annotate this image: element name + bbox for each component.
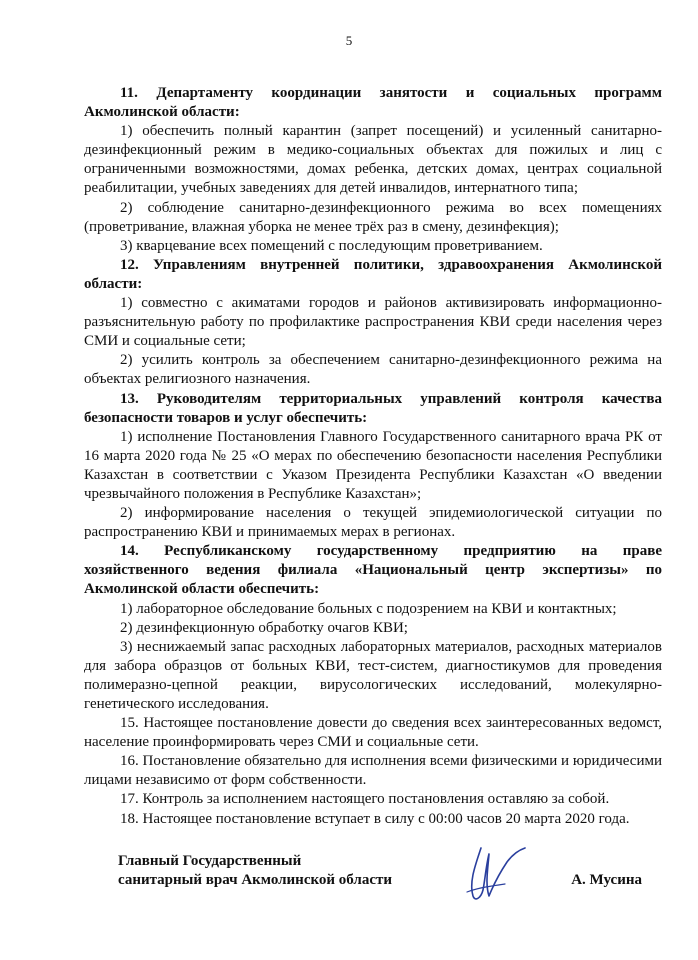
- paragraph: 2) дезинфекционную обработку очагов КВИ;: [120, 619, 408, 636]
- section-heading: 11. Департаменту координации занятости и социальных программ Акмолинской области:: [84, 85, 662, 121]
- paragraph: 2) информирование населения о текущей эпидемиологической ситуации по распространению КВИ и принимаемых мерах в регионах.: [84, 505, 662, 541]
- signatory-title-line1: Главный Государственный: [118, 853, 302, 869]
- paragraph: 1) обеспечить полный карантин (запрет посещений) и усиленный санитарно-дезинфекционный режим в медико-социальных объектах для пожилых и лиц с ограниченными возможностями, домах ребенка, детских домах, центрах социальной реабилитации, учебных заведениях для детей инвалидов, интернатного типа;: [84, 123, 662, 197]
- paragraph: 1) совместно с акиматами городов и районов активизировать информационно-разъяснительную работу по профилактике распространения КВИ среди населения через СМИ и социальные сети;: [84, 295, 662, 350]
- paragraph: 1) лабораторное обследование больных с подозрением на КВИ и контактных;: [120, 600, 617, 617]
- signatory-title-line2: санитарный врач Акмолинской области: [118, 872, 393, 888]
- page-number: 5: [345, 33, 353, 48]
- paragraph: 16. Постановление обязательно для исполнения всеми физическими и юридичесими лицами независимо от форм собственности.: [84, 753, 662, 789]
- paragraph: 17. Контроль за исполнением настоящего постановления оставляю за собой.: [120, 791, 610, 808]
- section-heading: 12. Управлениям внутренней политики, здравоохранения Акмолинской области:: [84, 256, 662, 292]
- paragraph: 2) соблюдение санитарно-дезинфекционного режима во всех помещениях (проветривание, влажная уборка не менее трёх раз в смену, дезинфекция);: [84, 199, 662, 235]
- paragraph: 3) неснижаемый запас расходных лабораторных материалов, расходных материалов для забора образцов от больных КВИ, тест-систем, диагностикумов для проведения полимеразно-цепной реакции, вирусологических исследований, молекулярно-генетического исследования.: [84, 638, 662, 712]
- signature-block: [118, 852, 642, 890]
- document-body: [84, 84, 662, 829]
- section-heading: 14. Республиканскому государственному предприятию на праве хозяйственного ведения филиала «Национальный центр экспертизы» по Акмолинской области обеспечить:: [84, 543, 662, 598]
- paragraph: 2) усилить контроль за обеспечением санитарно-дезинфекционного режима на объектах религиозного назначения.: [84, 352, 662, 388]
- signatory-name: А. Мусина: [571, 872, 642, 888]
- paragraph: 3) кварцевание всех помещений с последующим проветриванием.: [120, 237, 543, 254]
- paragraph: 18. Настоящее постановление вступает в силу с 00:00 часов 20 марта 2020 года.: [120, 810, 630, 827]
- paragraph: 1) исполнение Постановления Главного Государственного санитарного врача РК от 16 марта 2020 года № 25 «О мерах по обеспечению безопасности населения Республики Казахстан в соответствии с Указом Президента Республики Казахстан «О введении чрезвычайного положения в Республике Казахстан»;: [84, 428, 662, 502]
- paragraph: 15. Настоящее постановление довести до сведения всех заинтересованных ведомст, население проинформировать через СМИ и социальные сети.: [84, 715, 662, 751]
- section-heading: 13. Руководителям территориальных управлений контроля качества безопасности товаров и услуг обеспечить:: [84, 390, 662, 426]
